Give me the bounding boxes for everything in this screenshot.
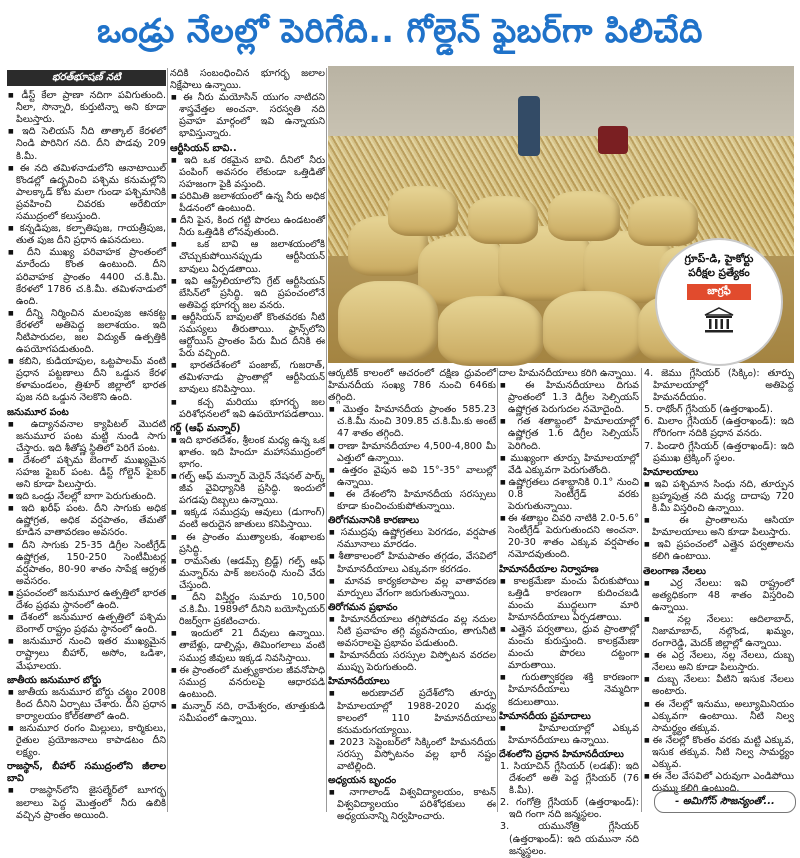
section-heading: హిమానదీయాల నిర్వాహణ: [499, 563, 599, 575]
paragraph: ■ హిమాలయాల్లో ఎక్కువ హిమానదీయాలు ఉన్నాయి.: [499, 723, 639, 747]
paragraph: ■ ఉత్తరం వైపున అవి 15°-35° వాలుల్లో ఉన్నాయి.: [328, 465, 496, 489]
paragraph: ■ ఇది సెలియస్ నీది తాత్కాల్ కేరళలో నిండి పొరినిగ నది. దీని పొడవు 209 కి.మీ.: [7, 126, 166, 162]
section-heading: తెలంగాణ నేలలు: [643, 565, 706, 577]
section-heading: హిమాలయాలు: [643, 466, 699, 478]
paragraph: ■ గత శతాబ్దంలో హిమాలయాల్లో ఉష్ణోగ్రత 1.6 డిగ్రీల సెల్సియస్ పెరిగింది.: [499, 416, 639, 452]
paragraph: ■ మన్నార్ నది, రామేశ్వరం, తూత్తుకుడి సమీపంలో ఉన్నాయి.: [170, 701, 325, 725]
page-title: ఒండ్రు నేలల్లో పెరిగేది.. గోల్డెన్ ఫైబర్‌గా పిలిచేది: [97, 11, 703, 50]
column-divider: [641, 368, 642, 812]
paragraph: ■ డీస్ట్ కేలా ప్రాణా నదిగా పవిగుతుంది. నీలా, సొన్నారి, కుర్తుటిన్నా అని కూడా పిలుస్తారు.: [7, 90, 166, 126]
paragraph: 7. పిండారి గ్లేసియర్ (ఉత్తరాఖండ్): ఇది ప్రముఖ ట్రెక్కింగ్ స్థలం.: [644, 440, 794, 464]
paragraph: 1. సియాచిన్ గ్లేసియర్ (లడఖ్): ఇది దేశంలో అతి పెద్ద గ్లేసియర్ (76 కి.మీ).: [500, 761, 639, 797]
credit-signoff: - అమిగోస్ సౌజన్యంతో...: [654, 791, 796, 813]
badge-subject: జాగ్రఫీ: [687, 284, 751, 300]
section-heading: రాజస్థాన్, బీహార్ సముద్రంలోని జీలాల బావి: [7, 761, 166, 785]
paragraph: ■ ఈ నీరు మయోసిన్ యుగం నాటిదని శాస్త్రవేత్తల అంచనా. సరస్వతి నది ప్రవాహ మార్గంలో ఇవి ఉన్నాయని భావిస్తున్నారు.: [170, 92, 325, 140]
paragraph: ■ ఎర్ర నేలలు: ఇవి రాష్ట్రంలో అత్యధికంగా 48 శాతం విస్తరించి ఉన్నాయి.: [643, 578, 794, 614]
paragraph: ■ నాగాలాండ్ విశ్వవిద్యాలయం, కాటన్ విశ్వవిద్యాలయం పరిశోధకులు ఈ అధ్యయనాన్ని నిర్వహించారు.: [328, 787, 496, 823]
paragraph: ■ ఈ నేలల్లో ఇనుము, అల్యూమినియం ఎక్కువగా ఉంటాయి. నీటి నిల్వ సామర్థ్యం తక్కువ.: [643, 699, 794, 735]
paragraph: ■ ఇవి ప్రపంచంలో ఎత్తైన పర్వతాలను కలిగి ఉంటాయి.: [643, 539, 794, 563]
section-heading: తిరోగమనానికి కారణాలు: [328, 515, 420, 527]
column-4: [499, 368, 640, 857]
jute-bundle: [438, 296, 543, 366]
paragraph: ■ దేశంలో పశ్చిమ బెంగాల్ ముఖ్యమైన సహజ ఫైబర్ పంట. డీస్ట్ గోల్డెన్ ఫైబర్ అని కూడా పిలుస్తారు.: [7, 455, 166, 491]
paragraph: ■ జాతీయ జనుమూర బోర్డు చట్టం 2008 కింద దీనిని ఏర్పాటు చేశారు. దీని ప్రధాన కార్యాలయం కోల్‌కతాలో ఉంది.: [7, 687, 166, 723]
paragraph: ■ మొత్తం హిమానదీయ ప్రాంతం 585.23 చ.కి.మీ నుంచి 309.85 చ.కి.మీ.కు అంటే 47 శాతం తగ్గింది.: [328, 404, 496, 440]
paragraph: ■ ఇది ఒక రకమైన బావి. దీనిలో నీరు పంపింగ్ అవసరం లేకుండా ఒత్తిడితో సహజంగా పైకి వస్తుంది.: [170, 155, 325, 191]
section-heading: గర్జ్ (ఆఫ్ మన్నార్): [170, 422, 241, 434]
paragraph: ■ ఈ నది తమిళనాడులోని ఆనాటాయిల్ కొండల్లో ఉద్భవించి పశ్చిమ కనుమల్లోని పాలక్కాడ్ కోట మలా గుండా పశ్చిమానికి ప్రవహించి చివరకు అరేబియా సముద్రంలో కలుస్తుంది.: [7, 163, 166, 223]
paragraph: ■ ఈ శతాబ్దం చివరి నాటికి 2.0-5.6° సెంటీగ్రేడ్ పెరుగుతుందని అంచనా. 20-30 శాతం ఎక్కువ వర్షపాతం నమోదవుతుంది.: [499, 513, 639, 561]
paragraph: ■ దీన్ని నిర్మించిన మలంపుజ ఆనకట్ట కేరళలో అతిపెద్ద జలాశయం. ఇది నీటిపారుదల, జల విద్యుత్ ఉత్పత్తికి ఉపయోగపడుతుంది.: [7, 308, 166, 356]
paragraph: ■ దీని పైన, కింద గట్టి పొరలు ఉండటంతో నీరు ఒత్తిడికి లోనవుతుంది.: [170, 215, 325, 239]
paragraph: ■ జనుమూర రంగం మిల్లులు, కార్మికులు, రైతుల ప్రయోజనాలు కాపాడటం దీని లక్ష్యం.: [7, 723, 166, 759]
paragraph: ■ ఆర్టీసియన్ బావులతో కొంతవరకు నీటి సమస్యలు తీరుతాయి. ఫ్రాన్స్‌లోని ఆర్టోయిస్ ప్రాంతం పేరు మీద దీనికి ఈ పేరు వచ్చింది.: [170, 312, 325, 360]
paragraph: ■ ఇందులో 21 దీవులు ఉన్నాయి. తాబేళ్లు, డాల్ఫిన్లు, తిమింగలాలు వంటి సముద్ర జీవులు ఇక్కడ నివసిస్తాయి.: [170, 628, 325, 664]
paragraph: ■ కచ్చ మరియు భూగర్భ జల పరిశోధనలలో ఇవి ఉపయోగపడతాయి.: [170, 397, 325, 421]
section-heading: తిరోగమన ప్రభావం: [328, 601, 398, 613]
paragraph: ■ ఈ హిమనదీయాలు దిగువ ప్రాంతంలో 1.3 డిగ్రీల సెల్సియస్ ఉష్ణోగ్రత పెరుగుదల నమోదైంది.: [499, 380, 639, 416]
paragraph: ■ అరుణాచల్ ప్రదేశ్‌లోని తూర్పు హిమాలయాల్లో 1988-2020 మధ్య కాలంలో 110 హిమానదీయాలు కనుమరుగయ్యాయి.: [328, 688, 496, 736]
paragraph: ■ సముద్రపు ఉష్ణోగ్రతలు పెరగడం, వర్షపాత నమూనాలు మారడం.: [328, 527, 496, 551]
column-divider: [326, 68, 327, 812]
paragraph: ■ ఇది ఖరీఫ్ పంట. దీని సాగుకు అధిక ఉష్ణోగ్రత, అధిక వర్షపాతం, తేమతో కూడిన వాతావరణం అవసరం.: [7, 503, 166, 539]
paragraph: ■ దేశంలో జనుమూర ఉత్పత్తిలో పశ్చిమ బెంగాల్ రాష్ట్రం ప్రథమ స్థానంలో ఉంది.: [7, 612, 166, 636]
worker-figure: [518, 96, 540, 156]
column-1-body: [7, 90, 166, 822]
paragraph: ■ రాజస్థాన్‌లోని జైసల్మేర్‌లో బూగర్భ జలాలు పెద్ద మొత్తంలో నీరు ఉబికి వచ్చిన ప్రాంతం అయింది.: [7, 785, 166, 821]
paragraph: ■ ఈ నేల వేసవిలో ఎరువుగా ఎండిపోయి దుమ్ము కలిగి ఉంటుంది.: [643, 771, 794, 795]
court-building-icon: [702, 306, 736, 334]
section-heading: హిమానదీయ ప్రమాదాలు: [499, 710, 591, 722]
section-heading: హిమానదీయాలు: [328, 676, 390, 688]
paragraph: ■ కాలక్రమేణా మంచు పేరుకుపోయి ఒత్తిడి కారణంగా కుదించబడి మంచు ముద్దలుగా మారి హిమానదీయాలు ఏర్పడతాయి.: [499, 576, 639, 624]
paragraph: ■ హిమానదీయ సరస్సుల విస్ఫోటన వరదల ముప్పు పెరుగుతుంది.: [328, 650, 496, 674]
paragraph: ■ దీని సాగుకు 25-35 డిగ్రీల సెంటీగ్రేడ్ ఉష్ణోగ్రత, 150-250 సెంటీమీటర్ల వర్షపాతం, 80-90 శాతం సాపేక్ష ఆర్ద్రత అవసరం.: [7, 540, 166, 588]
paragraph: 4. జెము గ్లేసియర్ (సిక్కిం): తూర్పు హిమాలయాల్లో అతిపెద్ద హిమనదీయం.: [644, 368, 794, 404]
badge-line1: గ్రూప్-డి, హైకోర్టు: [684, 253, 754, 265]
column-5: [643, 368, 794, 812]
paragraph: ■ జనుమూర నుంచి ఇతర ముఖ్యమైన రాష్ట్రాలు బీహార్, అసోం, ఒడిశా, మేఘాలయ.: [7, 636, 166, 672]
paragraph: ■ ప్రపంచంలో జనుమూర ఉత్పత్తిలో భారత దేశం ప్రథమ స్థానంలో ఉంది.: [7, 588, 166, 612]
paragraph: ■ పరిమితి జలాశయంలో ఉన్న నీరు అధిక పీడనంలో ఉంటుంది.: [170, 191, 325, 215]
paragraph: ■ ఇవి పశ్చిమాన సింధు నది, తూర్పున బ్రహ్మపుత్ర నది మధ్య దాదాపు 720 కి.మీ విస్తరించి ఉన్నాయి.: [643, 479, 794, 515]
paragraph: ■ ముఖ్యంగా తూర్పు హిమాలయాల్లో వేడి ఎక్కువగా పెరుగుతోంది.: [499, 453, 639, 477]
paragraph: ■ దీని ముఖ్య పరివాహక ప్రాంతంలో మారేందు కొంత ఉంటుంది. దీని పరివాహక ప్రాంతం 4400 చ.కి.మీ. కేరళలో 1786 చ.కి.మీ. తమిళనాడులో ఉంది.: [7, 247, 166, 307]
paragraph: ■ ఇవి ఆస్ట్రేలియాలోని గ్రేట్ ఆర్టీసియన్ బేసిన్‌లో ప్రసిద్ధి. ఇది ప్రపంచంలోనే అతిపెద్ద భూగర్భ జల వనరు.: [170, 276, 325, 312]
paragraph: ■ దుబ్బ నేలలు: వీటిని ఇసుక నేలలు అంటారు.: [643, 674, 794, 698]
paragraph: ■ భారతదేశంలో పంజాబ్, గుజరాత్, తమిళనాడు ప్రాంతాల్లో ఆర్టీసియన్ బావులు కనిపిస్తాయి.: [170, 360, 325, 396]
paragraph: 3. యమునోత్రి గ్లేసియర్ (ఉత్తరాఖండ్): ఇది యమునా నది జన్మస్థలం.: [500, 821, 639, 857]
paragraph: ■ ఇది భారతదేశం, శ్రీలంక మధ్య ఉన్న ఒక ఖాతం. ఇది హిందూ మహాసముద్రంలో భాగం.: [170, 435, 325, 471]
paragraph: 6. మిలాం గ్లేసియర్ (ఉత్తరాఖండ్): ఇది గోరిగంగా నదికి ప్రధాన వనరు.: [644, 416, 794, 440]
paragraph: ■ హిమానదీయాలు తగ్గిపోవడం వల్ల నదుల నీటి ప్రవాహం తగ్గి వ్యవసాయం, తాగునీటి అవసరాలపై ప్రభావం పడుతుంది.: [328, 614, 496, 650]
paragraph: ■ ఈ ఎర్ర నేలలు, నల్ల నేలలు, దుబ్బ నేలలు అని కూడా పిలుస్తారు.: [643, 650, 794, 674]
paragraph: ■ మానవ కార్యకలాపాల వల్ల వాతావరణ మార్పులు వేగంగా జరుగుతున్నాయి.: [328, 576, 496, 600]
jute-bundle: [388, 186, 458, 236]
paragraph: ■ రాణా హిమానదీయాల 4,500-4,800 మీ ఎత్తులో ఉన్నాయి.: [328, 441, 496, 465]
jute-bundle: [338, 281, 438, 361]
paragraph: ■ ఈ నేలల్లో కొంతం వరకు మట్టి ఎక్కువ, ఇసుక తక్కువ. నీటి నిల్వ సామర్థ్యం ఎక్కువ.: [643, 735, 794, 771]
paragraph: ■ ఇక్కడ సముద్రపు ఆవులు (డుగాంగ్) వంటి అరుదైన జాతులు కనిపిస్తాయి.: [170, 507, 325, 531]
section-heading: జాతీయ జనుమూర బోర్డు: [7, 674, 102, 686]
exam-special-badge: [655, 238, 783, 366]
section-heading: జనుమూర పంట: [7, 406, 69, 418]
paragraph: ■ గురుత్వాకర్షణ శక్తి కారణంగా హిమానదీయాలు నెమ్మదిగా కదులుతాయి.: [499, 672, 639, 708]
column-1: [7, 68, 167, 821]
jute-bundle: [543, 291, 643, 363]
jute-bundle: [548, 191, 620, 241]
paragraph: దాల హిమనదీయాలు కరిగి ఉన్నాయి.: [499, 368, 637, 379]
paragraph: నదికి సంబంధించిన భూగర్భ జలాల నిక్షేపాలు ఉన్నాయి.: [170, 68, 325, 92]
jute-bundle: [468, 196, 538, 244]
paragraph: ■ ఈ ప్రాంతాలను ఆసియా హిమాలయాలు అని కూడా పిలుస్తారు.: [643, 515, 794, 539]
paragraph: ■ 2023 సెప్టెంబర్‌లో సిక్కింలో హిమనదీయ సరస్సు విస్ఫోటనం వల్ల భారీ నష్టం వాటిల్లింది.: [328, 737, 496, 773]
paragraph: ■ దీని విస్తీర్ణం సుమారు 10,500 చ.కి.మీ. 1989లో దీనిని బయోస్పియర్ రిజర్వ్‌గా ప్రకటించారు.: [170, 592, 325, 628]
jute-bundle: [628, 196, 698, 246]
section-heading: ఆర్టీసియన్ బావి..: [170, 142, 237, 154]
paragraph: ■ రామసేతు (ఆడమ్స్ బ్రిడ్జ్) గల్ఫ్ ఆఫ్ మన్నార్‌ను పాక్ జలసంధి నుంచి వేరు చేస్తుంది.: [170, 556, 325, 592]
paragraph: ఆర్కటిక్ కాలంలో ఆచరంలో దక్షిణ ధ్రువంలో హిమనదీయ సంఖ్య 786 నుంచి 646కు తగ్గింది.: [328, 368, 496, 404]
badge-line2: పరీక్షల ప్రత్యేకం: [688, 267, 750, 279]
paragraph: 2. గంగోత్రి గ్లేసియర్ (ఉత్తరాఖండ్): ఇది గంగా నది జన్మస్థలం.: [500, 797, 639, 821]
paragraph: ■ ఈ దేశంలోని హిమానదీయ సరస్సులు కూడా కుంచించుకుపోతున్నాయి.: [328, 489, 496, 513]
paragraph: ■ ఈ ప్రాంతంలో మత్స్యకారుల జీవనోపాధి సముద్ర వనరులపై ఆధారపడి ఉంటుంది.: [170, 665, 325, 701]
column-divider: [167, 68, 168, 812]
column-3: [328, 368, 497, 823]
section-heading: అధ్యయన బృందం: [328, 775, 397, 787]
paragraph: ■ ఈ ప్రాంతం ముత్యాలకు, శంఖాలకు ప్రసిద్ధి.: [170, 532, 325, 556]
paragraph: 5. రాథోంగ్ గ్లేసియర్ (ఉత్తరాఖండ్).: [644, 404, 773, 416]
section-heading: దేశంలోని ప్రధాన హిమానదీయాలు: [499, 748, 624, 760]
author-name: భరత్‌భూషణ్ నటి: [7, 70, 166, 86]
paragraph: ■ కబిని, కుడియాపుల, ఒట్టపాలమ్ వంటి ప్రధాన పట్టణాలు దీని ఒడ్డున కేరళ కళామండలం, త్రిశూర్ జిల్లాలో భారత పుజ నది ఒడ్డున నెలకొని ఉంది.: [7, 356, 166, 404]
column-2: [170, 68, 325, 812]
paragraph: ■ ఒక బావి ఆ జలాశయంలోకి చొచ్చుకుపోయినప్పుడు ఆర్టీసియన్ బావులు ఏర్పడతాయి.: [170, 239, 325, 275]
paragraph: ■ నల్ల నేలలు: ఆదిలాబాద్, నిజామాబాద్, నల్గొండ, ఖమ్మం, రంగారెడ్డి, మెదక్ జిల్లాల్లో ఉన్నాయి.: [643, 614, 794, 650]
worker-figure: [598, 126, 628, 154]
paragraph: ■ గల్ఫ్ ఆఫ్ మన్నార్ మెరైన్ నేషనల్ పార్క్ జీవ వైవిధ్యానికి ప్రసిద్ధి. ఇందులో పగడపు దిబ్బలు ఉన్నాయి.: [170, 471, 325, 507]
paragraph: ■ ఇది ఒండ్రు నేలల్లో బాగా పెరుగుతుంది.: [7, 491, 166, 503]
paragraph: ■ ఉద్యానవనాల క్యాపిటల్ మొదటి జనుమూర పంట మట్టి నుండి సాగు చేస్తారు. ఇది శీతోష్ణ స్థితిలో పెరిగే పంట.: [7, 419, 166, 455]
column-divider: [497, 368, 498, 812]
paragraph: ■ ఉష్ణోగ్రతలు దశాబ్దానికి 0.1° నుంచి 0.8 సెంటీగ్రేడ్ వరకు పెరుగుతున్నాయి.: [499, 477, 639, 513]
paragraph: ■ ఎత్తైన పర్వతాలు, ధ్రువ ప్రాంతాల్లో మంచు కురుస్తుంది. కాలక్రమేణా మంచు పొరలు దట్టంగా మారుతాయి.: [499, 624, 639, 672]
paragraph: ■ శీతాకాలంలో హిమపాతం తగ్గడం, వేసవిలో హిమానదీయాలు ఎక్కువగా కరగడం.: [328, 551, 496, 575]
paragraph: ■ కన్నడిపుజ, కల్పాతిపుజ, గాయత్రీపుజ, తుత పుజ దీని ప్రధాన ఉపనదులు.: [7, 223, 166, 247]
